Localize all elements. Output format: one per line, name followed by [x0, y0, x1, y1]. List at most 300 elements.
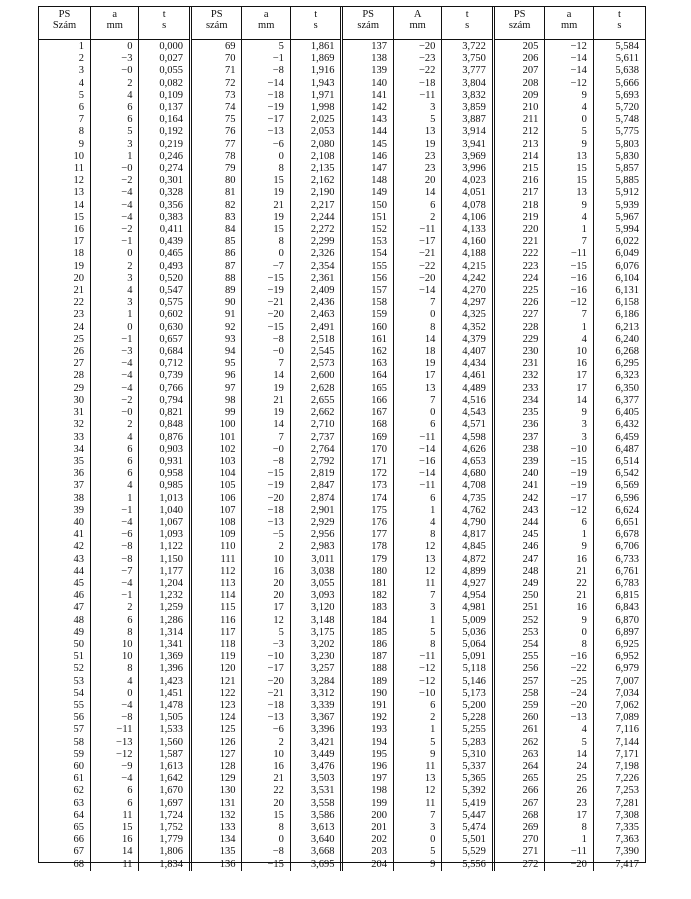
cell-time-s: 1,013: [139, 493, 191, 505]
cell-time-s: 2,628: [290, 383, 342, 395]
cell-ps-number: 10: [73, 150, 85, 162]
cell-ps-number: 67: [73, 846, 85, 858]
cell-ps-number: 163: [342, 358, 394, 370]
cell-amplitude-mm: 14: [393, 187, 441, 199]
table-row: [39, 90, 645, 102]
cell-ps-number: 62: [73, 785, 85, 797]
cell-time-s: 2,983: [290, 541, 342, 553]
cell-time-s: 0,328: [139, 187, 191, 199]
cell-ps-number: 114: [190, 590, 242, 602]
cell-amplitude-mm: 6: [91, 102, 139, 114]
cell-time-s: 6,240: [593, 334, 645, 346]
cell-ps-number: 189: [342, 676, 394, 688]
cell-time-s: 6,514: [593, 456, 645, 468]
cell-time-s: 4,571: [442, 419, 494, 431]
cell-time-s: 3,202: [290, 639, 342, 651]
cell-amplitude-mm: −12: [91, 749, 139, 761]
cell-amplitude-mm: 13: [393, 554, 441, 566]
cell-time-s: 7,034: [593, 688, 645, 700]
cell-amplitude-mm: −12: [393, 676, 441, 688]
cell-amplitude-mm: 3: [393, 822, 441, 834]
cell-time-s: 3,093: [290, 590, 342, 602]
cell-ps-number: 230: [493, 346, 545, 358]
cell-amplitude-mm: 19: [393, 139, 441, 151]
cell-ps-number: 22: [73, 297, 85, 309]
cell-amplitude-mm: 6: [91, 785, 139, 797]
cell-amplitude-mm: 10: [545, 346, 593, 358]
cell-ps-number: 129: [190, 773, 242, 785]
header-line: szám: [357, 20, 379, 31]
cell-time-s: 4,899: [442, 566, 494, 578]
cell-ps-number: 98: [190, 395, 242, 407]
cell-time-s: 4,543: [442, 407, 494, 419]
cell-ps-number: 194: [342, 737, 394, 749]
cell-time-s: 3,257: [290, 663, 342, 675]
cell-time-s: 1,396: [139, 663, 191, 675]
cell-ps-number: 17: [73, 236, 85, 248]
cell-ps-number: 53: [73, 675, 85, 687]
cell-time-s: 6,405: [593, 407, 645, 419]
cell-time-s: 5,803: [593, 139, 645, 151]
cell-amplitude-mm: 0: [393, 834, 441, 846]
cell-time-s: 7,335: [593, 822, 645, 834]
cell-ps-number: 2: [78, 53, 85, 65]
cell-ps-number: 132: [190, 810, 242, 822]
table-row: [39, 602, 645, 614]
cell-amplitude-mm: −12: [545, 505, 593, 517]
table-row: [39, 346, 645, 358]
cell-time-s: 0,848: [139, 419, 191, 431]
cell-amplitude-mm: 8: [242, 822, 290, 834]
cell-amplitude-mm: 3: [393, 102, 441, 114]
cell-time-s: 7,308: [593, 810, 645, 822]
cell-time-s: 5,036: [442, 627, 494, 639]
cell-amplitude-mm: 13: [393, 383, 441, 395]
header-line: PS: [362, 9, 375, 20]
cell-ps-number: 26: [73, 346, 85, 358]
cell-amplitude-mm: −20: [393, 273, 441, 285]
cell-time-s: 7,007: [593, 676, 645, 688]
cell-amplitude-mm: 21: [545, 566, 593, 578]
cell-amplitude-mm: −18: [242, 700, 290, 712]
cell-amplitude-mm: 5: [242, 627, 290, 639]
cell-time-s: 2,792: [290, 456, 342, 468]
cell-amplitude-mm: 17: [545, 810, 593, 822]
cell-amplitude-mm: −16: [545, 651, 593, 663]
cell-time-s: 6,761: [593, 566, 645, 578]
cell-time-s: 3,038: [290, 566, 342, 578]
cell-amplitude-mm: 5: [393, 627, 441, 639]
header-line: PS: [210, 9, 223, 20]
cell-time-s: 1,560: [139, 737, 191, 749]
table-row: [39, 517, 645, 529]
cell-time-s: 6,925: [593, 639, 645, 651]
cell-amplitude-mm: −13: [242, 126, 290, 138]
cell-time-s: 5,091: [442, 651, 494, 663]
cell-ps-number: 154: [342, 248, 394, 260]
cell-amplitude-mm: 13: [545, 187, 593, 199]
cell-time-s: 5,283: [442, 737, 494, 749]
cell-ps-number: 38: [73, 492, 85, 504]
cell-ps-number: 234: [493, 395, 545, 407]
cell-time-s: 5,255: [442, 724, 494, 736]
cell-time-s: 2,053: [290, 126, 342, 138]
cell-ps-number: 145: [342, 139, 394, 151]
header-line: t: [314, 9, 318, 20]
cell-time-s: 0,055: [139, 65, 191, 77]
cell-amplitude-mm: 19: [242, 212, 290, 224]
cell-amplitude-mm: 4: [393, 517, 441, 529]
cell-time-s: 0,465: [139, 248, 191, 260]
cell-amplitude-mm: −12: [545, 78, 593, 90]
table-row: [39, 334, 645, 346]
cell-time-s: 0,164: [139, 114, 191, 126]
cell-amplitude-mm: −19: [242, 285, 290, 297]
cell-amplitude-mm: 13: [393, 126, 441, 138]
cell-amplitude-mm: −10: [545, 444, 593, 456]
cell-amplitude-mm: 16: [545, 358, 593, 370]
cell-ps-number: 58: [73, 736, 85, 748]
cell-amplitude-mm: −10: [393, 688, 441, 700]
cell-amplitude-mm: −15: [545, 456, 593, 468]
cell-time-s: 6,295: [593, 358, 645, 370]
cell-amplitude-mm: 7: [545, 309, 593, 321]
cell-time-s: 4,790: [442, 517, 494, 529]
cell-amplitude-mm: 19: [242, 407, 290, 419]
cell-time-s: 6,596: [593, 493, 645, 505]
cell-time-s: 6,049: [593, 248, 645, 260]
cell-amplitude-mm: −17: [545, 493, 593, 505]
table-row: [39, 419, 645, 431]
cell-ps-number: 205: [493, 40, 545, 54]
cell-amplitude-mm: 11: [393, 578, 441, 590]
table-row: [39, 480, 645, 492]
cell-ps-number: 202: [342, 834, 394, 846]
cell-ps-number: 140: [342, 78, 394, 90]
table-row: [39, 40, 645, 54]
table-row: [39, 493, 645, 505]
cell-amplitude-mm: −19: [242, 102, 290, 114]
cell-time-s: 7,226: [593, 773, 645, 785]
cell-ps-number: 89: [190, 285, 242, 297]
cell-time-s: 3,695: [290, 859, 342, 871]
cell-time-s: 0,712: [139, 358, 191, 370]
cell-ps-number: 75: [190, 114, 242, 126]
cell-ps-number: 80: [190, 175, 242, 187]
cell-amplitude-mm: 14: [242, 370, 290, 382]
cell-ps-number: 111: [190, 554, 242, 566]
cell-time-s: 1,806: [139, 846, 191, 858]
table-row: [39, 724, 645, 736]
cell-amplitude-mm: −0: [91, 65, 139, 77]
cell-ps-number: 197: [342, 773, 394, 785]
cell-amplitude-mm: 6: [393, 419, 441, 431]
cell-time-s: 3,312: [290, 688, 342, 700]
table-row: [39, 554, 645, 566]
cell-ps-number: 41: [73, 529, 85, 541]
cell-ps-number: 35: [73, 455, 85, 467]
cell-time-s: 4,927: [442, 578, 494, 590]
cell-time-s: 1,204: [139, 578, 191, 590]
table-row: [39, 700, 645, 712]
header-ps-number: [39, 7, 91, 40]
cell-amplitude-mm: 2: [242, 541, 290, 553]
cell-ps-number: 178: [342, 541, 394, 553]
cell-time-s: 5,173: [442, 688, 494, 700]
cell-amplitude-mm: 15: [242, 810, 290, 822]
cell-ps-number: 112: [190, 566, 242, 578]
cell-ps-number: 117: [190, 627, 242, 639]
cell-time-s: 4,160: [442, 236, 494, 248]
cell-amplitude-mm: 15: [545, 175, 593, 187]
cell-ps-number: 159: [342, 309, 394, 321]
cell-ps-number: 198: [342, 785, 394, 797]
cell-amplitude-mm: −4: [91, 700, 139, 712]
cell-amplitude-mm: −2: [91, 224, 139, 236]
cell-amplitude-mm: −11: [393, 651, 441, 663]
cell-amplitude-mm: 11: [393, 798, 441, 810]
cell-time-s: 0,931: [139, 456, 191, 468]
cell-amplitude-mm: −15: [242, 322, 290, 334]
cell-time-s: 6,487: [593, 444, 645, 456]
cell-ps-number: 238: [493, 444, 545, 456]
cell-amplitude-mm: 9: [545, 541, 593, 553]
cell-amplitude-mm: 0: [91, 688, 139, 700]
cell-ps-number: 79: [190, 163, 242, 175]
cell-ps-number: 208: [493, 78, 545, 90]
cell-time-s: 6,158: [593, 297, 645, 309]
table-row: [39, 297, 645, 309]
cell-amplitude-mm: 9: [393, 859, 441, 871]
cell-amplitude-mm: −3: [91, 53, 139, 65]
cell-time-s: 2,463: [290, 309, 342, 321]
cell-amplitude-mm: −11: [393, 480, 441, 492]
cell-ps-number: 224: [493, 273, 545, 285]
cell-ps-number: 144: [342, 126, 394, 138]
cell-time-s: 1,122: [139, 541, 191, 553]
table-row: [39, 78, 645, 90]
cell-time-s: 2,409: [290, 285, 342, 297]
cell-ps-number: 183: [342, 602, 394, 614]
cell-time-s: 5,064: [442, 639, 494, 651]
cell-amplitude-mm: 12: [242, 615, 290, 627]
cell-time-s: 5,118: [442, 663, 494, 675]
cell-time-s: 3,640: [290, 834, 342, 846]
cell-amplitude-mm: 2: [393, 712, 441, 724]
cell-amplitude-mm: −14: [393, 468, 441, 480]
cell-time-s: 6,323: [593, 370, 645, 382]
cell-ps-number: 4: [78, 77, 85, 89]
cell-time-s: 7,089: [593, 712, 645, 724]
cell-amplitude-mm: −11: [393, 224, 441, 236]
cell-amplitude-mm: 3: [545, 432, 593, 444]
cell-time-s: 4,598: [442, 432, 494, 444]
table-row: [39, 468, 645, 480]
cell-ps-number: 190: [342, 688, 394, 700]
cell-amplitude-mm: −13: [91, 737, 139, 749]
cell-amplitude-mm: 21: [545, 590, 593, 602]
cell-amplitude-mm: 4: [91, 285, 139, 297]
table-row: [39, 407, 645, 419]
cell-time-s: 2,819: [290, 468, 342, 480]
cell-ps-number: 179: [342, 554, 394, 566]
cell-ps-number: 184: [342, 615, 394, 627]
table-row: [39, 834, 645, 846]
cell-amplitude-mm: 11: [393, 761, 441, 773]
cell-ps-number: 51: [73, 651, 85, 663]
cell-ps-number: 242: [493, 493, 545, 505]
cell-ps-number: 91: [190, 309, 242, 321]
cell-amplitude-mm: 6: [91, 456, 139, 468]
cell-time-s: 1,505: [139, 712, 191, 724]
cell-time-s: 5,748: [593, 114, 645, 126]
cell-ps-number: 259: [493, 700, 545, 712]
cell-ps-number: 84: [190, 224, 242, 236]
cell-ps-number: 255: [493, 651, 545, 663]
cell-amplitude-mm: 3: [393, 602, 441, 614]
cell-amplitude-mm: −19: [545, 468, 593, 480]
cell-amplitude-mm: −8: [91, 541, 139, 553]
table-row: [39, 309, 645, 321]
cell-amplitude-mm: 5: [393, 737, 441, 749]
cell-amplitude-mm: 17: [545, 383, 593, 395]
cell-amplitude-mm: −2: [91, 175, 139, 187]
cell-ps-number: 245: [493, 529, 545, 541]
cell-amplitude-mm: −20: [545, 700, 593, 712]
cell-amplitude-mm: −8: [242, 334, 290, 346]
cell-amplitude-mm: 20: [242, 578, 290, 590]
cell-time-s: 3,055: [290, 578, 342, 590]
cell-ps-number: 147: [342, 163, 394, 175]
cell-ps-number: 130: [190, 785, 242, 797]
cell-amplitude-mm: 2: [91, 261, 139, 273]
cell-time-s: 6,569: [593, 480, 645, 492]
cell-time-s: 1,314: [139, 627, 191, 639]
cell-ps-number: 251: [493, 602, 545, 614]
cell-amplitude-mm: 4: [91, 90, 139, 102]
cell-time-s: 3,120: [290, 602, 342, 614]
cell-ps-number: 63: [73, 797, 85, 809]
cell-ps-number: 143: [342, 114, 394, 126]
table-row: [39, 285, 645, 297]
cell-amplitude-mm: 9: [545, 90, 593, 102]
table-row: [39, 175, 645, 187]
cell-time-s: 0,000: [139, 40, 191, 54]
cell-ps-number: 5: [78, 89, 85, 101]
cell-amplitude-mm: 5: [91, 126, 139, 138]
table-row: [39, 529, 645, 541]
cell-amplitude-mm: −12: [545, 40, 593, 54]
cell-time-s: 2,901: [290, 505, 342, 517]
cell-time-s: 5,611: [593, 53, 645, 65]
cell-amplitude-mm: −9: [91, 761, 139, 773]
cell-ps-number: 186: [342, 639, 394, 651]
cell-amplitude-mm: 1: [545, 224, 593, 236]
cell-ps-number: 223: [493, 261, 545, 273]
cell-time-s: 0,411: [139, 224, 191, 236]
table-row: [39, 846, 645, 858]
cell-ps-number: 56: [73, 712, 85, 724]
cell-ps-number: 30: [73, 394, 85, 406]
cell-ps-number: 257: [493, 676, 545, 688]
table-row: [39, 383, 645, 395]
table-row: [39, 224, 645, 236]
table-row: [39, 822, 645, 834]
cell-time-s: 3,832: [442, 90, 494, 102]
header-ps-number: [190, 7, 242, 40]
table-row: [39, 444, 645, 456]
cell-ps-number: 142: [342, 102, 394, 114]
cell-amplitude-mm: −11: [545, 846, 593, 858]
cell-ps-number: 210: [493, 102, 545, 114]
cell-ps-number: 73: [190, 90, 242, 102]
cell-ps-number: 193: [342, 724, 394, 736]
table-row: [39, 126, 645, 138]
cell-time-s: 3,339: [290, 700, 342, 712]
table-row: [39, 651, 645, 663]
cell-amplitude-mm: 6: [91, 798, 139, 810]
cell-time-s: 4,817: [442, 529, 494, 541]
table-row: [39, 65, 645, 77]
cell-amplitude-mm: −14: [545, 53, 593, 65]
cell-time-s: 5,009: [442, 615, 494, 627]
cell-ps-number: 52: [73, 663, 85, 675]
header-line: mm: [560, 20, 578, 31]
cell-amplitude-mm: 8: [393, 322, 441, 334]
cell-amplitude-mm: 3: [91, 297, 139, 309]
cell-amplitude-mm: −1: [91, 334, 139, 346]
table-row: [39, 761, 645, 773]
cell-ps-number: 240: [493, 468, 545, 480]
table-row: [39, 785, 645, 797]
table-row: [39, 615, 645, 627]
cell-ps-number: 232: [493, 370, 545, 382]
cell-ps-number: 138: [342, 53, 394, 65]
cell-ps-number: 215: [493, 163, 545, 175]
cell-amplitude-mm: −20: [545, 859, 593, 871]
cell-time-s: 5,392: [442, 785, 494, 797]
cell-amplitude-mm: −11: [545, 248, 593, 260]
cell-time-s: 1,093: [139, 529, 191, 541]
cell-time-s: 4,078: [442, 200, 494, 212]
cell-amplitude-mm: 15: [545, 163, 593, 175]
cell-ps-number: 135: [190, 846, 242, 858]
cell-amplitude-mm: 21: [242, 395, 290, 407]
cell-time-s: 4,106: [442, 212, 494, 224]
cell-amplitude-mm: −19: [242, 480, 290, 492]
cell-time-s: 0,027: [139, 53, 191, 65]
cell-time-s: 5,638: [593, 65, 645, 77]
cell-time-s: 6,213: [593, 322, 645, 334]
header-amplitude-mm: [393, 7, 441, 40]
cell-time-s: 1,724: [139, 810, 191, 822]
cell-ps-number: 212: [493, 126, 545, 138]
cell-amplitude-mm: 2: [91, 602, 139, 614]
table-row: [39, 163, 645, 175]
cell-ps-number: 46: [73, 590, 85, 602]
table-row: [39, 114, 645, 126]
cell-time-s: 0,876: [139, 432, 191, 444]
cell-ps-number: 24: [73, 321, 85, 333]
cell-amplitude-mm: −19: [545, 480, 593, 492]
cell-time-s: 2,162: [290, 175, 342, 187]
cell-amplitude-mm: −4: [91, 187, 139, 199]
cell-time-s: 5,912: [593, 187, 645, 199]
cell-amplitude-mm: −15: [545, 261, 593, 273]
cell-ps-number: 68: [73, 858, 85, 870]
cell-amplitude-mm: 1: [545, 322, 593, 334]
cell-time-s: 5,967: [593, 212, 645, 224]
